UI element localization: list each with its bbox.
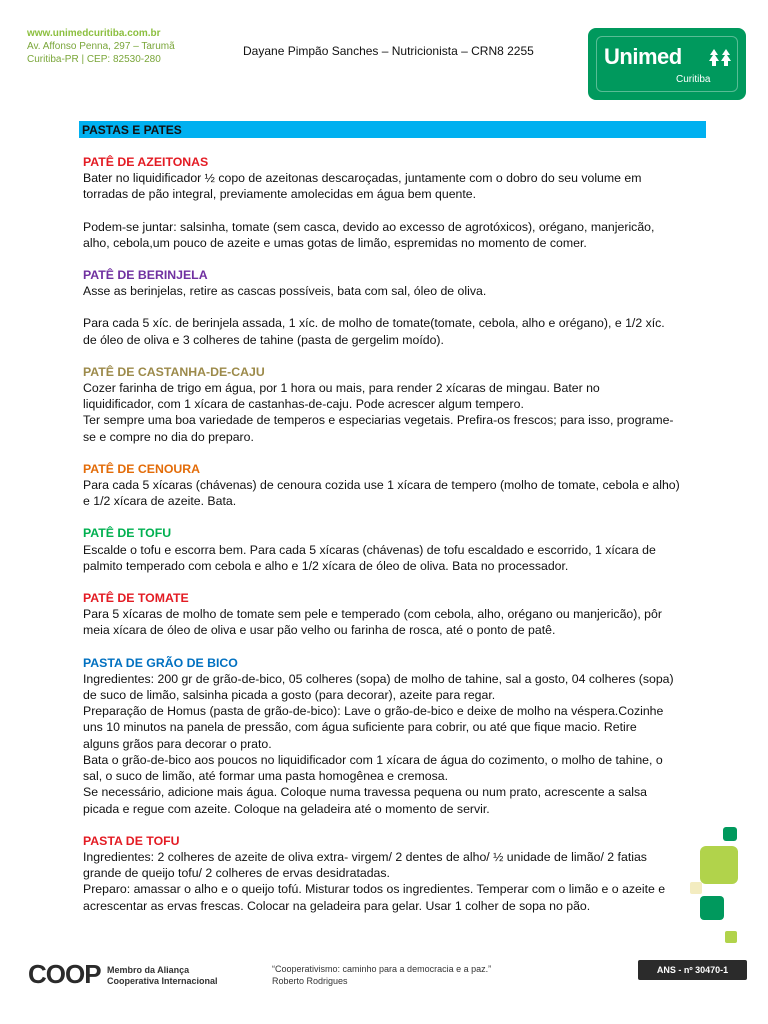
recipe-text-line: Cozer farinha de trigo em água, por 1 hora ou mais, para render 2 xícaras de mingau. Bater no [83,381,600,396]
recipe-section [83,461,705,510]
recipe-text-line: de óleo de oliva e 3 colheres de tahine (pasta de gergelim moído). [83,332,444,347]
recipe-section [83,364,705,445]
paragraph-gap [83,203,705,219]
recipe-text-line: de suco de limão, salsinha picada a gosto (para decorar), azeite para regar. [83,688,496,703]
footer-quote [272,963,491,987]
member-line-2: Cooperativa Internacional [107,976,218,986]
banner-label: PASTAS E PATES [82,123,182,137]
header-contact [27,27,175,66]
logo-city: Curitiba [676,74,711,85]
recipe-text-line: Para 5 xícaras de molho de tomate sem pele e temperado (com cebola, alho, orégano ou manjericão), pôr [83,607,662,622]
unimed-logo [588,28,746,100]
recipe-section [83,154,705,251]
recipe-text-line: Podem-se juntar: salsinha, tomate (sem casca, devido ao excesso de agrotóxicos), orégano, manjericão, [83,219,655,234]
author-line: Dayane Pimpão Sanches – Nutricionista – CRN8 2255 [243,44,534,58]
recipe-section [83,590,705,639]
recipe-text-line: se e compre no dia do preparo. [83,429,254,444]
recipe-text-line: Bata o grão-de-bico aos poucos no liquidificador com 1 xícara de água do cozimento, o molho de tahine, o [83,752,663,767]
address-line-1: Av. Affonso Penna, 297 – Tarumã [27,41,175,52]
recipe-text-line: Se necessário, adicione mais água. Coloque numa travessa pequena ou num prato, acrescente a salsa [83,785,647,800]
recipe-text-line: sal, o suco de limão, até formar uma pasta homogênea e cremosa. [83,769,448,784]
recipe-section [83,525,705,574]
recipe-title: PATÊ DE TOMATE [83,591,189,606]
unimed-tree-icon [708,46,732,70]
recipe-title: PASTA DE GRÃO DE BICO [83,655,238,670]
recipe-text-line: torradas de pão integral, previamente amolecidas em água bem quente. [83,187,477,202]
member-line-1: Membro da Aliança [107,965,190,975]
quote-author: Roberto Rodrigues [272,976,348,986]
recipe-text-line: palmito temperado com cebola e alho e 1/2 xícara de óleo de oliva. Bata no processador. [83,558,569,573]
recipe-title: PATÊ DE CASTANHA-DE-CAJU [83,364,265,379]
logo-brand: Unimed [604,44,682,69]
deco-square-1 [723,827,737,841]
coop-logo: COOP [28,959,101,989]
recipe-section [83,267,705,348]
recipe-section [83,833,705,914]
recipe-text-line: Ingredientes: 2 colheres de azeite de oliva extra- virgem/ 2 dentes de alho/ ½ unidade de limão/ 2 fatias [83,849,647,864]
recipe-text-line: meia xícara de óleo de oliva e usar pão velho ou farinha de rosca, até o ponto de patê. [83,623,556,638]
section-banner [79,121,706,138]
recipe-text-line: grande de queijo tofu/ 2 colheres de ervas desidratadas. [83,866,390,881]
recipe-text-line: Para cada 5 xícaras (chávenas) de cenoura cozida use 1 xícara de tempero (molho de tomate, cebola e alho) [83,478,680,493]
recipe-title: PATÊ DE CENOURA [83,461,201,476]
deco-square-3 [690,882,702,894]
address-line-2: Curitiba-PR | CEP: 82530-280 [27,54,161,65]
recipe-text-line: Ingredientes: 200 gr de grão-de-bico, 05 colheres (sopa) de molho de tahine, sal a gosto, 04 colheres (sopa) [83,671,674,686]
deco-square-4 [700,896,724,920]
recipe-text-line: picada e regue com azeite. Coloque na geladeira até o momento de servir. [83,801,490,816]
recipes-content [83,154,705,930]
recipe-text-line: alguns grãos para decorar o prato. [83,736,272,751]
recipe-text-line: Escalde o tofu e escorra bem. Para cada 5 xícaras (chávenas) de tofu escaldado e escorrido, 1 xícara de [83,542,656,557]
recipe-text-line: Preparação de Homus (pasta de grão-de-bico): Lave o grão-de-bico e deixe de molho na véspera.Cozinhe [83,704,664,719]
deco-square-5 [725,931,737,943]
ans-badge: ANS - nº 30470-1 [638,960,747,980]
recipe-title: PASTA DE TOFU [83,833,180,848]
recipe-section [83,655,705,817]
recipe-text-line: uns 10 minutos na panela de pressão, com água suficiente para cobrir, ou até que fique macio. Retire [83,720,637,735]
recipe-text-line: alho, cebola,um pouco de azeite e umas gotas de limão, espremidas no momento de comer. [83,235,587,250]
recipe-title: PATÊ DE BERINJELA [83,268,208,283]
recipe-text-line: liquidificador, com 1 xícara de castanhas-de-caju. Pode acrescer algum tempero. [83,397,524,412]
recipe-text-line: Para cada 5 xíc. de berinjela assada, 1 xíc. de molho de tomate(tomate, cebola, alho e orégano), e 1/2 xíc. [83,316,665,331]
recipe-text-line: Bater no liquidificador ½ copo de azeitonas descaroçadas, juntamente com o dobro do seu volume em [83,171,642,186]
recipe-text-line: Preparo: amassar o alho e o queijo tofú. Misturar todos os ingredientes. Temperar com o limão e o azeite e [83,882,666,897]
recipe-title: PATÊ DE AZEITONAS [83,155,209,169]
recipe-text-line: Asse as berinjelas, retire as cascas possíveis, bata com sal, óleo de oliva. [83,284,487,299]
recipe-text-line: acrescentar as ervas frescas. Colocar na geladeira para gelar. Usar 1 colher de sopa no pão. [83,898,591,913]
site-link[interactable]: www.unimedcuritiba.com.br [27,28,161,39]
recipe-text-line: e 1/2 xícara de azeite. Bata. [83,494,237,509]
deco-square-2 [700,846,738,884]
coop-member [107,965,218,987]
recipe-text-line: Ter sempre uma boa variedade de temperos e especiarias vegetais. Prefira-os frescos; para isso, programe- [83,413,674,428]
recipe-title: PATÊ DE TOFU [83,526,172,541]
quote-text: “Cooperativismo: caminho para a democracia e a paz.” [272,964,492,974]
paragraph-gap [83,299,705,315]
